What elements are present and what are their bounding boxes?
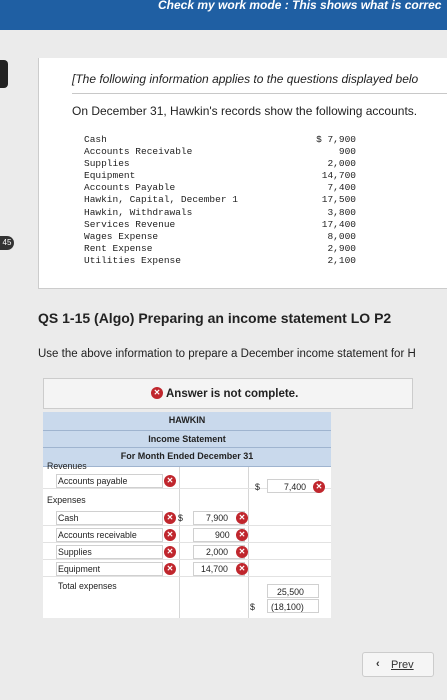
answer-status-box xyxy=(43,378,413,409)
expense-amount: 14,700 xyxy=(201,564,228,574)
prev-button[interactable] xyxy=(362,652,434,677)
info-intro: [The following information applies to the questions displayed belo xyxy=(72,72,419,86)
account-row: Utilities Expense 2,100 xyxy=(84,254,356,266)
incorrect-icon: ✕ xyxy=(236,546,248,558)
account-row: Wages Expense 8,000 xyxy=(84,230,356,242)
account-row: Cash $ 7,900 xyxy=(84,134,356,145)
check-my-work-banner xyxy=(0,0,447,30)
incorrect-icon: ✕ xyxy=(236,512,248,524)
total-expenses-label: Total expenses xyxy=(58,581,117,591)
expense-amount: 900 xyxy=(215,530,230,540)
total-expenses-amount: 25,500 xyxy=(277,587,304,597)
expense-amount: 2,000 xyxy=(206,547,229,557)
account-row: Accounts Payable 7,400 xyxy=(84,182,356,194)
revenues-label: Revenues xyxy=(47,461,87,471)
accounts-list xyxy=(84,134,356,267)
expense-account-label: Accounts receivable xyxy=(58,530,137,540)
expenses-label: Expenses xyxy=(47,495,86,505)
divider xyxy=(72,93,447,94)
incorrect-icon: ✕ xyxy=(164,475,176,487)
company-header: HAWKIN xyxy=(43,412,331,431)
incorrect-icon: ✕ xyxy=(236,563,248,575)
dollar-sign: $ xyxy=(178,513,183,523)
side-tab[interactable] xyxy=(0,60,8,88)
incorrect-icon: ✕ xyxy=(164,546,176,558)
period-header: For Month Ended December 31 xyxy=(43,448,331,467)
dollar-sign: $ xyxy=(255,482,260,492)
account-row: Hawkin, Capital, December 1 17,500 xyxy=(84,194,356,206)
statement-title-header: Income Statement xyxy=(43,431,331,448)
prev-label: Prev xyxy=(391,659,414,671)
account-row: Accounts Receivable 900 xyxy=(84,146,356,158)
incorrect-icon: ✕ xyxy=(151,387,163,399)
expense-amount: 7,900 xyxy=(206,513,229,523)
question-instruction: Use the above information to prepare a December income statement for H xyxy=(38,348,416,360)
records-sentence: On December 31, Hawkin's records show the following accounts. xyxy=(72,104,418,118)
incorrect-icon: ✕ xyxy=(236,529,248,541)
incorrect-icon: ✕ xyxy=(164,563,176,575)
revenue-account-label: Accounts payable xyxy=(58,476,128,486)
account-row: Hawkin, Withdrawals 3,800 xyxy=(84,206,356,218)
answer-status-text: Answer is not complete. xyxy=(166,388,299,400)
expense-account-label: Equipment xyxy=(58,564,101,574)
expense-account-label: Supplies xyxy=(58,547,92,557)
dollar-sign: $ xyxy=(250,602,255,612)
incorrect-icon: ✕ xyxy=(313,481,325,493)
banner-text: Check my work mode : This shows what is correc xyxy=(158,0,442,12)
question-title: QS 1-15 (Algo) Preparing an income statement LO P2 xyxy=(38,310,392,326)
net-amount: (18,100) xyxy=(271,602,304,612)
account-row: Equipment 14,700 xyxy=(84,170,356,182)
account-row: Supplies 2,000 xyxy=(84,158,356,170)
income-statement-table xyxy=(43,412,331,618)
question-number-badge[interactable]: 45 xyxy=(0,236,14,250)
account-row: Rent Expense 2,900 xyxy=(84,242,356,254)
account-row: Services Revenue 17,400 xyxy=(84,218,356,230)
chevron-left-icon: ‹ xyxy=(376,658,380,670)
expense-account-label: Cash xyxy=(58,513,79,523)
incorrect-icon: ✕ xyxy=(164,529,176,541)
revenue-amount: 7,400 xyxy=(284,482,307,492)
incorrect-icon: ✕ xyxy=(164,512,176,524)
